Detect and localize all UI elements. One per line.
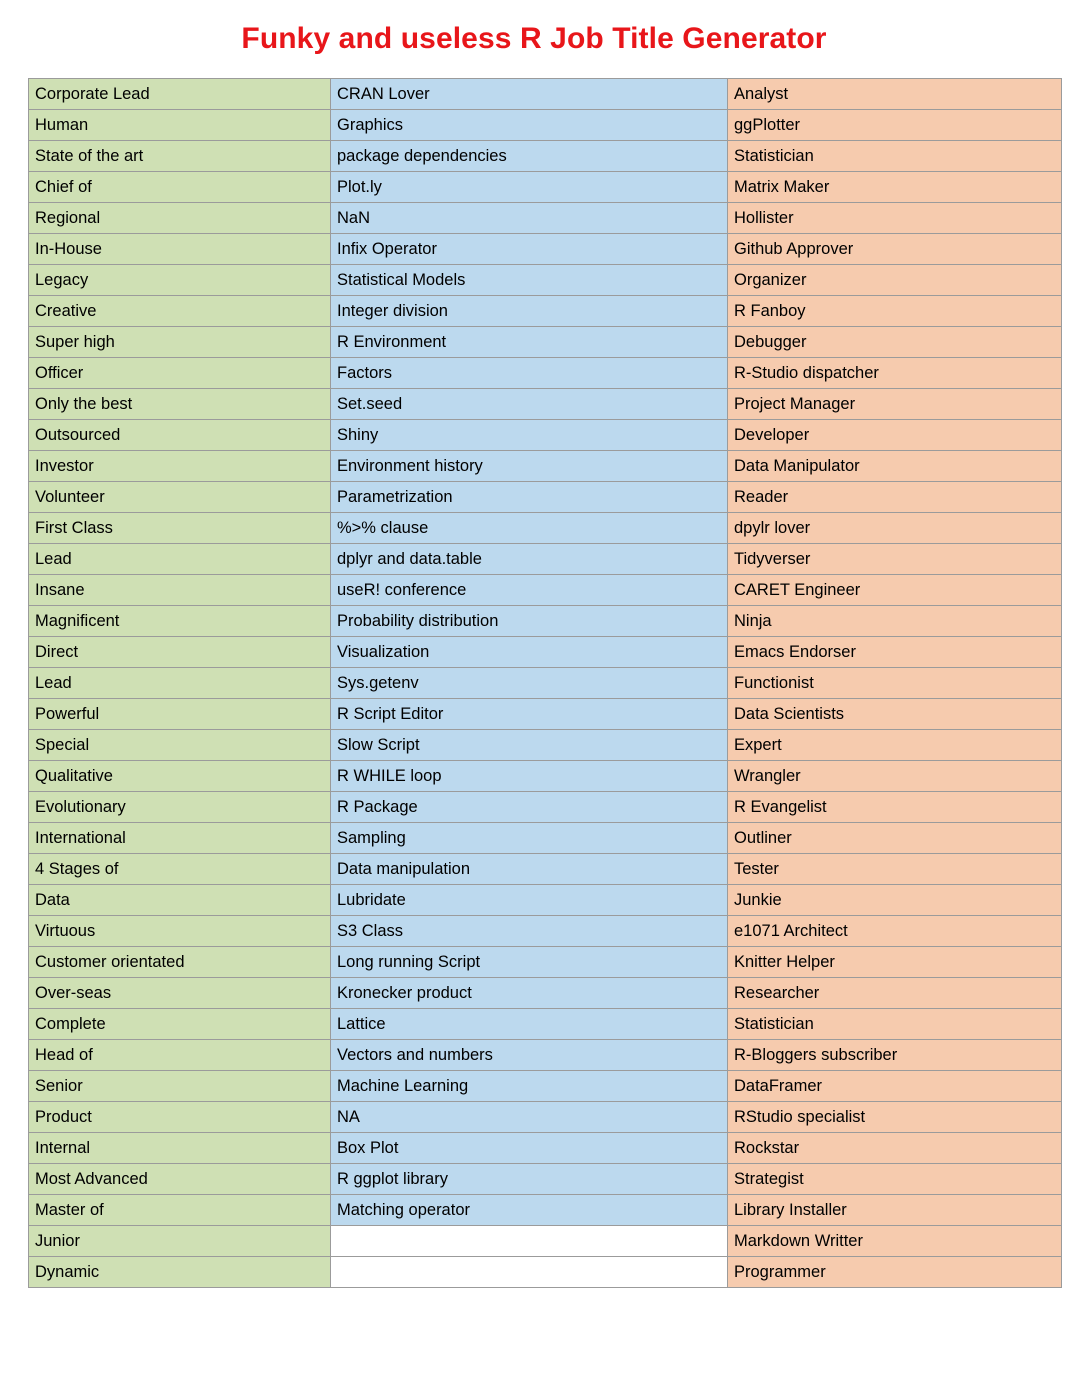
table-row xyxy=(29,141,1062,172)
table-cell: Data Manipulator xyxy=(728,451,1062,482)
table-cell: Statistician xyxy=(728,1009,1062,1040)
table-cell: Expert xyxy=(728,730,1062,761)
table-cell: CRAN Lover xyxy=(331,79,728,110)
table-cell: Virtuous xyxy=(29,916,331,947)
table-cell: Strategist xyxy=(728,1164,1062,1195)
table-row xyxy=(29,1195,1062,1226)
table-row xyxy=(29,916,1062,947)
table-cell: Master of xyxy=(29,1195,331,1226)
table-row xyxy=(29,1040,1062,1071)
table-cell: Library Installer xyxy=(728,1195,1062,1226)
table-cell: R Fanboy xyxy=(728,296,1062,327)
table-cell: R Evangelist xyxy=(728,792,1062,823)
table-row xyxy=(29,420,1062,451)
table-row xyxy=(29,1257,1062,1288)
table-cell: useR! conference xyxy=(331,575,728,606)
table-cell: Environment history xyxy=(331,451,728,482)
table-cell: DataFramer xyxy=(728,1071,1062,1102)
table-cell: Lead xyxy=(29,544,331,575)
table-cell: Machine Learning xyxy=(331,1071,728,1102)
table-row xyxy=(29,730,1062,761)
table-cell: Over-seas xyxy=(29,978,331,1009)
table-cell: Wrangler xyxy=(728,761,1062,792)
table-row xyxy=(29,761,1062,792)
table-cell: Statistician xyxy=(728,141,1062,172)
table-cell: Emacs Endorser xyxy=(728,637,1062,668)
table-cell: Dynamic xyxy=(29,1257,331,1288)
table-cell: Most Advanced xyxy=(29,1164,331,1195)
table-cell: Legacy xyxy=(29,265,331,296)
table-cell: %>% clause xyxy=(331,513,728,544)
table-cell: Product xyxy=(29,1102,331,1133)
table-cell: Reader xyxy=(728,482,1062,513)
table-cell: Long running Script xyxy=(331,947,728,978)
table-cell: Graphics xyxy=(331,110,728,141)
table-cell: Customer orientated xyxy=(29,947,331,978)
table-cell: Head of xyxy=(29,1040,331,1071)
table-cell: Outsourced xyxy=(29,420,331,451)
table-row xyxy=(29,544,1062,575)
table-row xyxy=(29,978,1062,1009)
table-cell: Only the best xyxy=(29,389,331,420)
table-row xyxy=(29,1226,1062,1257)
table-cell: Data Scientists xyxy=(728,699,1062,730)
table-cell: Super high xyxy=(29,327,331,358)
table-cell: Data xyxy=(29,885,331,916)
table-cell: Infix Operator xyxy=(331,234,728,265)
table-cell: Outliner xyxy=(728,823,1062,854)
table-cell: Volunteer xyxy=(29,482,331,513)
table-cell: e1071 Architect xyxy=(728,916,1062,947)
table-cell: Regional xyxy=(29,203,331,234)
table-cell: Data manipulation xyxy=(331,854,728,885)
table-cell: Complete xyxy=(29,1009,331,1040)
table-cell: Kronecker product xyxy=(331,978,728,1009)
table-row xyxy=(29,110,1062,141)
table-cell: R WHILE loop xyxy=(331,761,728,792)
table-cell: Debugger xyxy=(728,327,1062,358)
table-cell: Researcher xyxy=(728,978,1062,1009)
table-cell: R ggplot library xyxy=(331,1164,728,1195)
table-body xyxy=(29,79,1062,1288)
table-cell: Set.seed xyxy=(331,389,728,420)
table-cell: ggPlotter xyxy=(728,110,1062,141)
table-row xyxy=(29,265,1062,296)
table-cell: Programmer xyxy=(728,1257,1062,1288)
table-cell: Internal xyxy=(29,1133,331,1164)
table-row xyxy=(29,296,1062,327)
table-cell: Insane xyxy=(29,575,331,606)
table-cell: Statistical Models xyxy=(331,265,728,296)
table-cell: Tidyverser xyxy=(728,544,1062,575)
table-row xyxy=(29,234,1062,265)
table-cell: Box Plot xyxy=(331,1133,728,1164)
table-cell: Senior xyxy=(29,1071,331,1102)
table-cell: Shiny xyxy=(331,420,728,451)
table-cell: Lubridate xyxy=(331,885,728,916)
table-cell: R Environment xyxy=(331,327,728,358)
table-cell: Lattice xyxy=(331,1009,728,1040)
table-row xyxy=(29,1133,1062,1164)
table-cell: R-Studio dispatcher xyxy=(728,358,1062,389)
table-cell: Investor xyxy=(29,451,331,482)
table-cell: package dependencies xyxy=(331,141,728,172)
table-cell: In-House xyxy=(29,234,331,265)
table-cell: International xyxy=(29,823,331,854)
table-row xyxy=(29,947,1062,978)
table-cell: Sys.getenv xyxy=(331,668,728,699)
table-cell: Github Approver xyxy=(728,234,1062,265)
table-cell: Project Manager xyxy=(728,389,1062,420)
table-cell: Slow Script xyxy=(331,730,728,761)
table-cell: First Class xyxy=(29,513,331,544)
table-cell-empty xyxy=(331,1226,728,1257)
table-row xyxy=(29,885,1062,916)
table-cell: Markdown Writter xyxy=(728,1226,1062,1257)
table-cell: Officer xyxy=(29,358,331,389)
table-cell: Knitter Helper xyxy=(728,947,1062,978)
table-cell: CARET Engineer xyxy=(728,575,1062,606)
table-row xyxy=(29,203,1062,234)
table-cell: Developer xyxy=(728,420,1062,451)
table-cell: Sampling xyxy=(331,823,728,854)
table-cell: Corporate Lead xyxy=(29,79,331,110)
table-row xyxy=(29,792,1062,823)
table-cell: Functionist xyxy=(728,668,1062,699)
page-title: Funky and useless R Job Title Generator xyxy=(241,22,827,55)
table-row xyxy=(29,668,1062,699)
table-row xyxy=(29,1102,1062,1133)
table-cell: Creative xyxy=(29,296,331,327)
table-cell: Factors xyxy=(331,358,728,389)
table-row xyxy=(29,482,1062,513)
table-cell: Parametrization xyxy=(331,482,728,513)
table-cell: 4 Stages of xyxy=(29,854,331,885)
table-cell: Lead xyxy=(29,668,331,699)
table-cell: Special xyxy=(29,730,331,761)
table-cell: Rockstar xyxy=(728,1133,1062,1164)
table-row xyxy=(29,1009,1062,1040)
table-cell: State of the art xyxy=(29,141,331,172)
table-cell: Matrix Maker xyxy=(728,172,1062,203)
table-row xyxy=(29,1164,1062,1195)
table-cell: Visualization xyxy=(331,637,728,668)
table-row xyxy=(29,575,1062,606)
table-cell: Powerful xyxy=(29,699,331,730)
table-cell: Chief of xyxy=(29,172,331,203)
table-row xyxy=(29,172,1062,203)
table-cell: Integer division xyxy=(331,296,728,327)
job-title-table-wrapper xyxy=(28,78,1040,1288)
table-row xyxy=(29,327,1062,358)
table-row xyxy=(29,637,1062,668)
table-cell: Qualitative xyxy=(29,761,331,792)
table-row xyxy=(29,358,1062,389)
table-cell: R Script Editor xyxy=(331,699,728,730)
table-cell: R-Bloggers subscriber xyxy=(728,1040,1062,1071)
table-cell: Human xyxy=(29,110,331,141)
table-row xyxy=(29,513,1062,544)
table-row xyxy=(29,823,1062,854)
table-cell: NaN xyxy=(331,203,728,234)
table-row xyxy=(29,389,1062,420)
table-row xyxy=(29,699,1062,730)
table-cell: S3 Class xyxy=(331,916,728,947)
table-cell: Hollister xyxy=(728,203,1062,234)
table-cell: dplyr and data.table xyxy=(331,544,728,575)
table-row xyxy=(29,854,1062,885)
table-cell: Junior xyxy=(29,1226,331,1257)
table-cell: Direct xyxy=(29,637,331,668)
table-row xyxy=(29,451,1062,482)
table-row xyxy=(29,606,1062,637)
table-cell: Magnificent xyxy=(29,606,331,637)
table-cell: Analyst xyxy=(728,79,1062,110)
table-row xyxy=(29,79,1062,110)
table-cell: Plot.ly xyxy=(331,172,728,203)
table-cell: dpylr lover xyxy=(728,513,1062,544)
table-cell: NA xyxy=(331,1102,728,1133)
table-cell: Ninja xyxy=(728,606,1062,637)
table-cell: Evolutionary xyxy=(29,792,331,823)
table-cell: Organizer xyxy=(728,265,1062,296)
table-cell: Junkie xyxy=(728,885,1062,916)
table-cell: Matching operator xyxy=(331,1195,728,1226)
table-cell: Tester xyxy=(728,854,1062,885)
table-cell: RStudio specialist xyxy=(728,1102,1062,1133)
table-row xyxy=(29,1071,1062,1102)
table-cell: Vectors and numbers xyxy=(331,1040,728,1071)
table-cell: Probability distribution xyxy=(331,606,728,637)
table-cell-empty xyxy=(331,1257,728,1288)
job-title-table xyxy=(28,78,1062,1288)
table-cell: R Package xyxy=(331,792,728,823)
